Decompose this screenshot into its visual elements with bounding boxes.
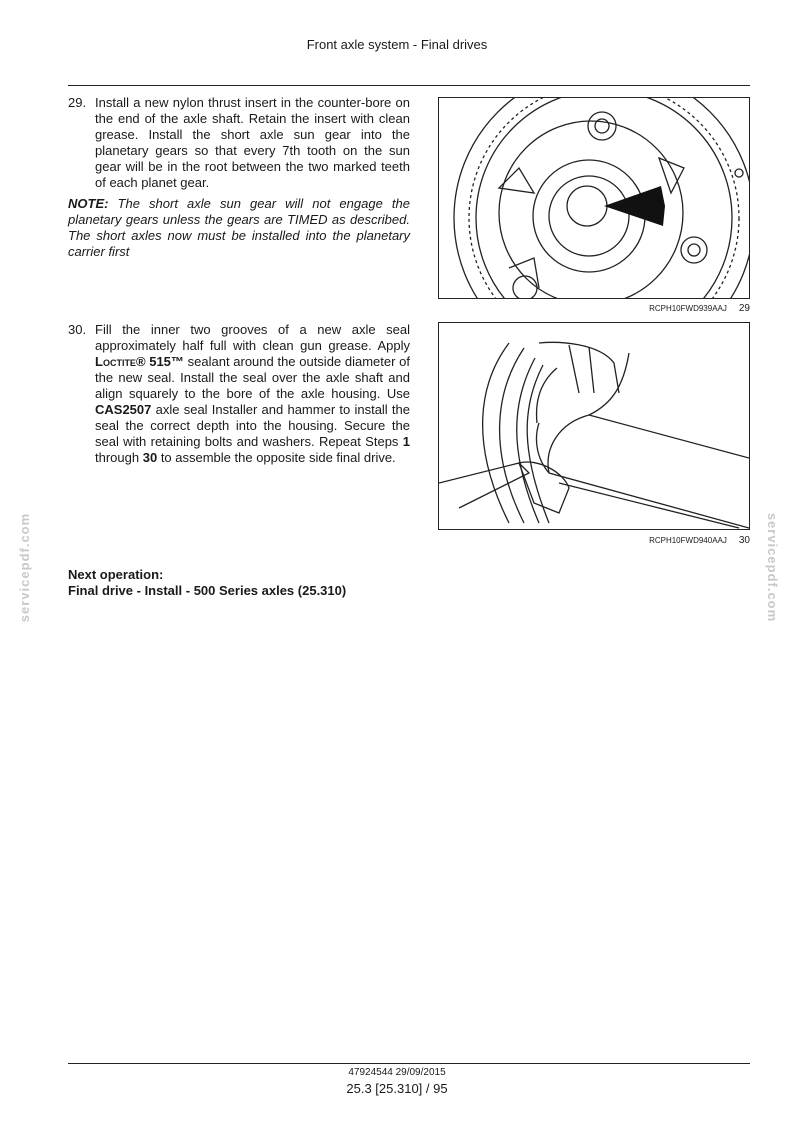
header-divider [68,85,750,86]
step-30 [68,322,410,466]
step-text-part: through [95,450,140,465]
product-name: Loctite® 515™ [95,354,184,369]
footer-divider [68,1063,750,1064]
figure-29-illustration [438,97,750,299]
figure-number: 30 [738,535,750,546]
note-text: The short axle sun gear will not engage the planetary gears unless the gears are TIMED as described. The short axles now must be installed into the planetary carrier first [68,196,410,259]
figure-29-caption [438,303,750,314]
figure-code: RCPH10FWD939AAJ [649,304,727,313]
arrow-icon [604,186,665,226]
page-header-title: Front axle system - Final drives [306,37,488,52]
watermark-right: servicepdf.com [765,512,781,623]
step-text-part: sealant around the outside diameter of the new seal. Install the seal over the axle shaft and align squarely to the bore of the axle housing. Use [95,354,410,401]
tool-code: CAS2507 [95,402,152,417]
step-29 [68,95,410,191]
footer-page-number: 25.3 [25.310] / 95 [346,1081,448,1096]
figure-number: 29 [738,303,750,314]
step-ref-to: 30 [142,450,158,465]
step-number: 29. [68,95,87,110]
step-text-part: to assemble the opposite side final drive. [160,450,396,465]
planetary-gear-illustration [439,98,749,298]
step-text: Install a new nylon thrust insert in the counter-bore on the end of the axle shaft. Retain the insert with clean grease. Install the short axle sun gear into the planetary gears so that every 7th tooth on the sun gear will be in the root between the two marked teeth of each planet gear. [95,95,410,190]
watermark-left: servicepdf.com [17,512,33,623]
figure-30-illustration [438,322,750,530]
step-text [95,322,410,466]
next-operation [68,567,346,599]
step-text-part: Fill the inner two grooves of a new axle seal approximately half full with clean gun grease. Apply [95,322,410,353]
figure-code: RCPH10FWD940AAJ [649,536,727,545]
next-operation-label: Next operation: [68,567,164,582]
note-block [68,196,410,260]
step-ref-from: 1 [402,434,410,449]
footer-doc-reference: 47924544 29/09/2015 [348,1067,446,1078]
note-label: NOTE: [68,196,109,211]
step-text-part: axle seal Installer and hammer to install the seal the correct depth into the housing. Secure the seal with retaining bolts and washers. Repeat Steps [95,402,411,449]
next-operation-link[interactable]: Final drive - Install - 500 Series axles (25.310) [68,583,347,598]
figure-30-caption [438,535,750,546]
axle-seal-installer-illustration [439,323,749,529]
step-number: 30. [68,322,87,337]
